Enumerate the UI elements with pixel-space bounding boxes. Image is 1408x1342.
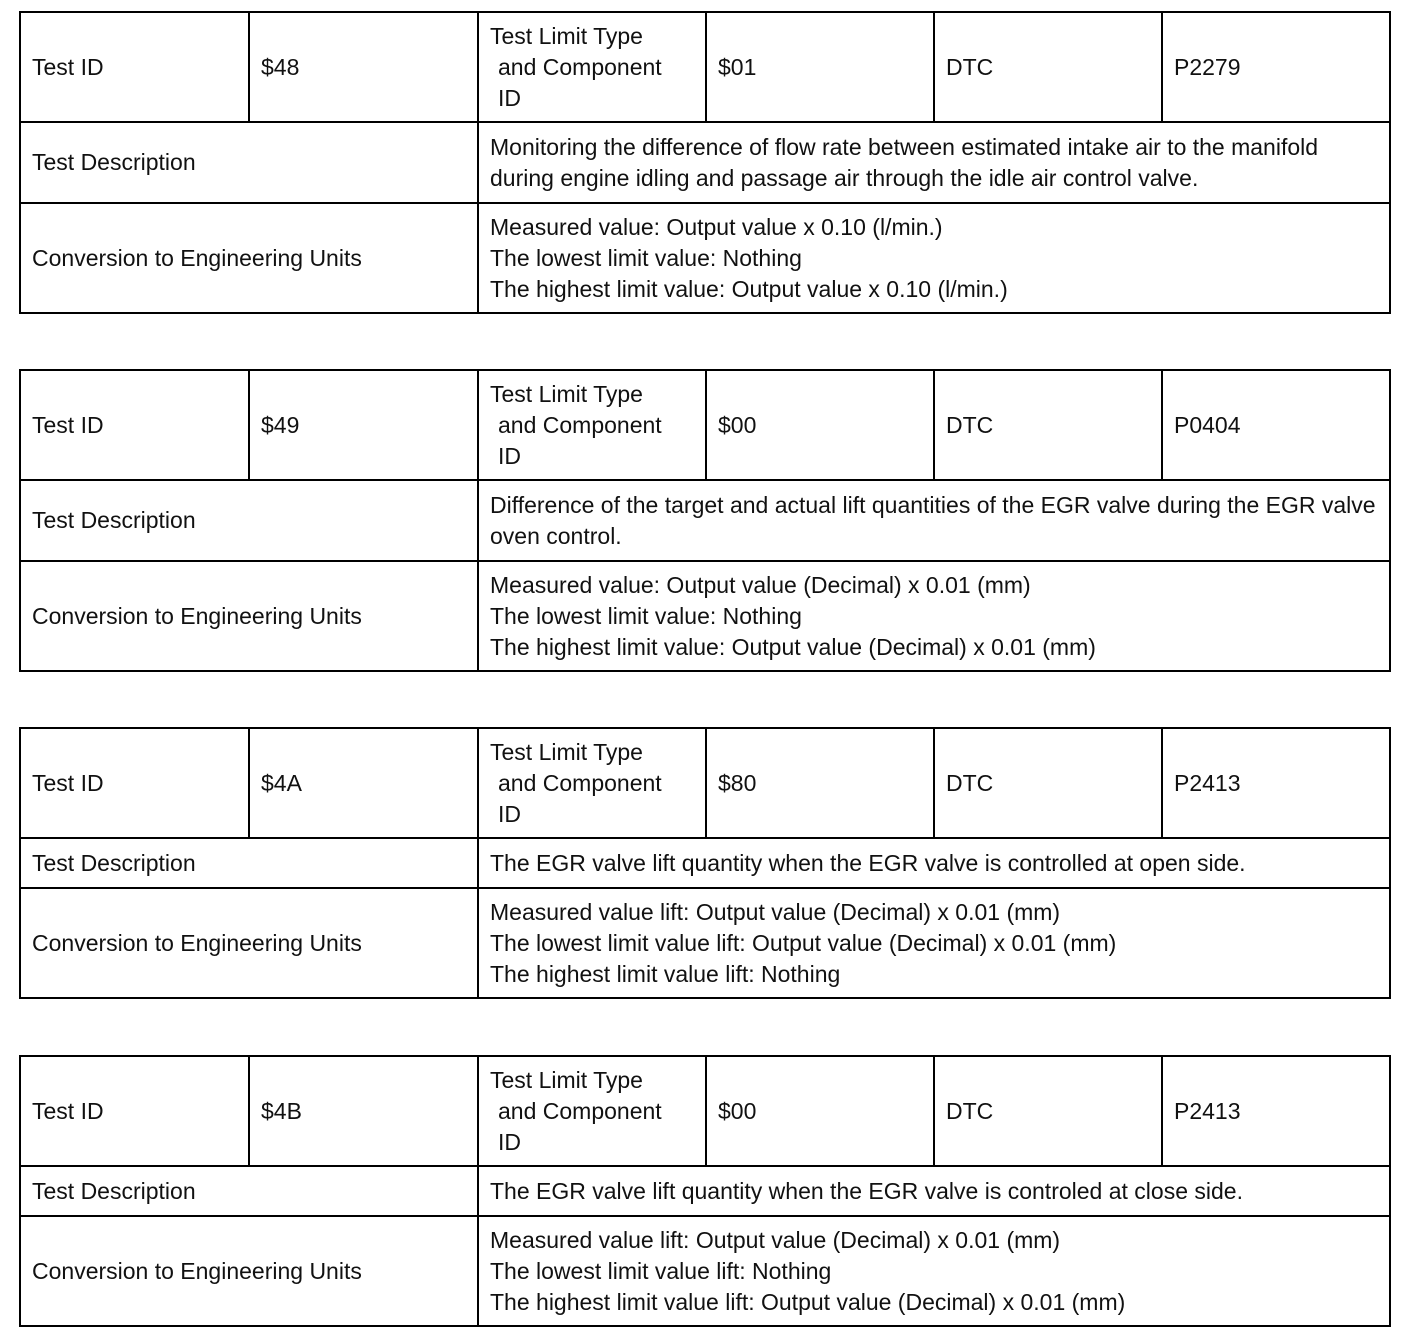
test-spec-table-4a xyxy=(19,727,1391,999)
test-description-value: The EGR valve lift quantity when the EGR valve is controled at close side. xyxy=(478,1166,1390,1216)
dtc-label: DTC xyxy=(934,728,1162,838)
test-id-value: $48 xyxy=(249,12,478,122)
limit-type-label-line: ID xyxy=(498,442,521,469)
test-id-value: $49 xyxy=(249,370,478,480)
test-id-label: Test ID xyxy=(20,1056,249,1166)
test-description-label: Test Description xyxy=(20,838,478,888)
test-description-label: Test Description xyxy=(20,480,478,561)
conversion-value xyxy=(478,1216,1390,1326)
conversion-line: Measured value lift: Output value (Decimal) x 0.01 (mm) xyxy=(490,898,1061,925)
conversion-value xyxy=(478,561,1390,671)
dtc-value: P2413 xyxy=(1162,1056,1390,1166)
table-row xyxy=(20,888,1390,998)
conversion-label: Conversion to Engineering Units xyxy=(20,1216,478,1326)
limit-type-label-line: Test Limit Type xyxy=(490,380,643,407)
test-spec-table-4b xyxy=(19,1055,1391,1327)
component-id-value: $00 xyxy=(706,1056,934,1166)
table-row xyxy=(20,838,1390,888)
component-id-value: $80 xyxy=(706,728,934,838)
conversion-value xyxy=(478,888,1390,998)
limit-type-label-line: ID xyxy=(498,84,521,111)
test-id-label: Test ID xyxy=(20,370,249,480)
table-row xyxy=(20,480,1390,561)
table-row xyxy=(20,561,1390,671)
table-row xyxy=(20,12,1390,122)
test-description-value: Monitoring the difference of flow rate between estimated intake air to the manifold during engine idling and passage air through the idle air control valve. xyxy=(478,122,1390,203)
test-description-value: Difference of the target and actual lift quantities of the EGR valve during the EGR valve oven control. xyxy=(478,480,1390,561)
dtc-label: DTC xyxy=(934,1056,1162,1166)
test-description-label: Test Description xyxy=(20,122,478,203)
limit-type-label-line: ID xyxy=(498,1128,521,1155)
limit-type-label xyxy=(478,12,706,122)
conversion-label: Conversion to Engineering Units xyxy=(20,203,478,313)
component-id-value: $01 xyxy=(706,12,934,122)
limit-type-label xyxy=(478,1056,706,1166)
test-spec-table-48 xyxy=(19,11,1391,314)
limit-type-label-line: and Component xyxy=(498,769,662,796)
test-id-value: $4B xyxy=(249,1056,478,1166)
limit-type-label xyxy=(478,370,706,480)
component-id-value: $00 xyxy=(706,370,934,480)
limit-type-label-line: ID xyxy=(498,800,521,827)
conversion-value xyxy=(478,203,1390,313)
dtc-label: DTC xyxy=(934,12,1162,122)
conversion-label: Conversion to Engineering Units xyxy=(20,561,478,671)
conversion-line: Measured value lift: Output value (Decimal) x 0.01 (mm) xyxy=(490,1226,1061,1253)
table-row xyxy=(20,728,1390,838)
test-description-value: The EGR valve lift quantity when the EGR valve is controlled at open side. xyxy=(478,838,1390,888)
limit-type-label-line: and Component xyxy=(498,53,662,80)
limit-type-label-line: Test Limit Type xyxy=(490,1066,643,1093)
test-description-label: Test Description xyxy=(20,1166,478,1216)
table-row xyxy=(20,370,1390,480)
conversion-line: Measured value: Output value x 0.10 (l/min.) xyxy=(490,213,943,240)
limit-type-label xyxy=(478,728,706,838)
conversion-line: The highest limit value lift: Output value (Decimal) x 0.01 (mm) xyxy=(490,1288,1126,1315)
conversion-line: The lowest limit value lift: Output value (Decimal) x 0.01 (mm) xyxy=(490,929,1117,956)
conversion-label: Conversion to Engineering Units xyxy=(20,888,478,998)
test-id-value: $4A xyxy=(249,728,478,838)
dtc-label: DTC xyxy=(934,370,1162,480)
test-spec-table-49 xyxy=(19,369,1391,672)
test-id-label: Test ID xyxy=(20,728,249,838)
conversion-line: The lowest limit value lift: Nothing xyxy=(490,1257,832,1284)
limit-type-label-line: and Component xyxy=(498,411,662,438)
table-row xyxy=(20,203,1390,313)
table-row xyxy=(20,1056,1390,1166)
limit-type-label-line: and Component xyxy=(498,1097,662,1124)
conversion-line: The lowest limit value: Nothing xyxy=(490,602,802,629)
dtc-value: P2413 xyxy=(1162,728,1390,838)
test-id-label: Test ID xyxy=(20,12,249,122)
conversion-line: The lowest limit value: Nothing xyxy=(490,244,802,271)
conversion-line: Measured value: Output value (Decimal) x 0.01 (mm) xyxy=(490,571,1031,598)
conversion-line: The highest limit value lift: Nothing xyxy=(490,960,841,987)
table-row xyxy=(20,1166,1390,1216)
limit-type-label-line: Test Limit Type xyxy=(490,738,643,765)
table-row xyxy=(20,1216,1390,1326)
dtc-value: P0404 xyxy=(1162,370,1390,480)
limit-type-label-line: Test Limit Type xyxy=(490,22,643,49)
table-row xyxy=(20,122,1390,203)
conversion-line: The highest limit value: Output value (Decimal) x 0.01 (mm) xyxy=(490,633,1096,660)
conversion-line: The highest limit value: Output value x 0.10 (l/min.) xyxy=(490,275,1008,302)
dtc-value: P2279 xyxy=(1162,12,1390,122)
